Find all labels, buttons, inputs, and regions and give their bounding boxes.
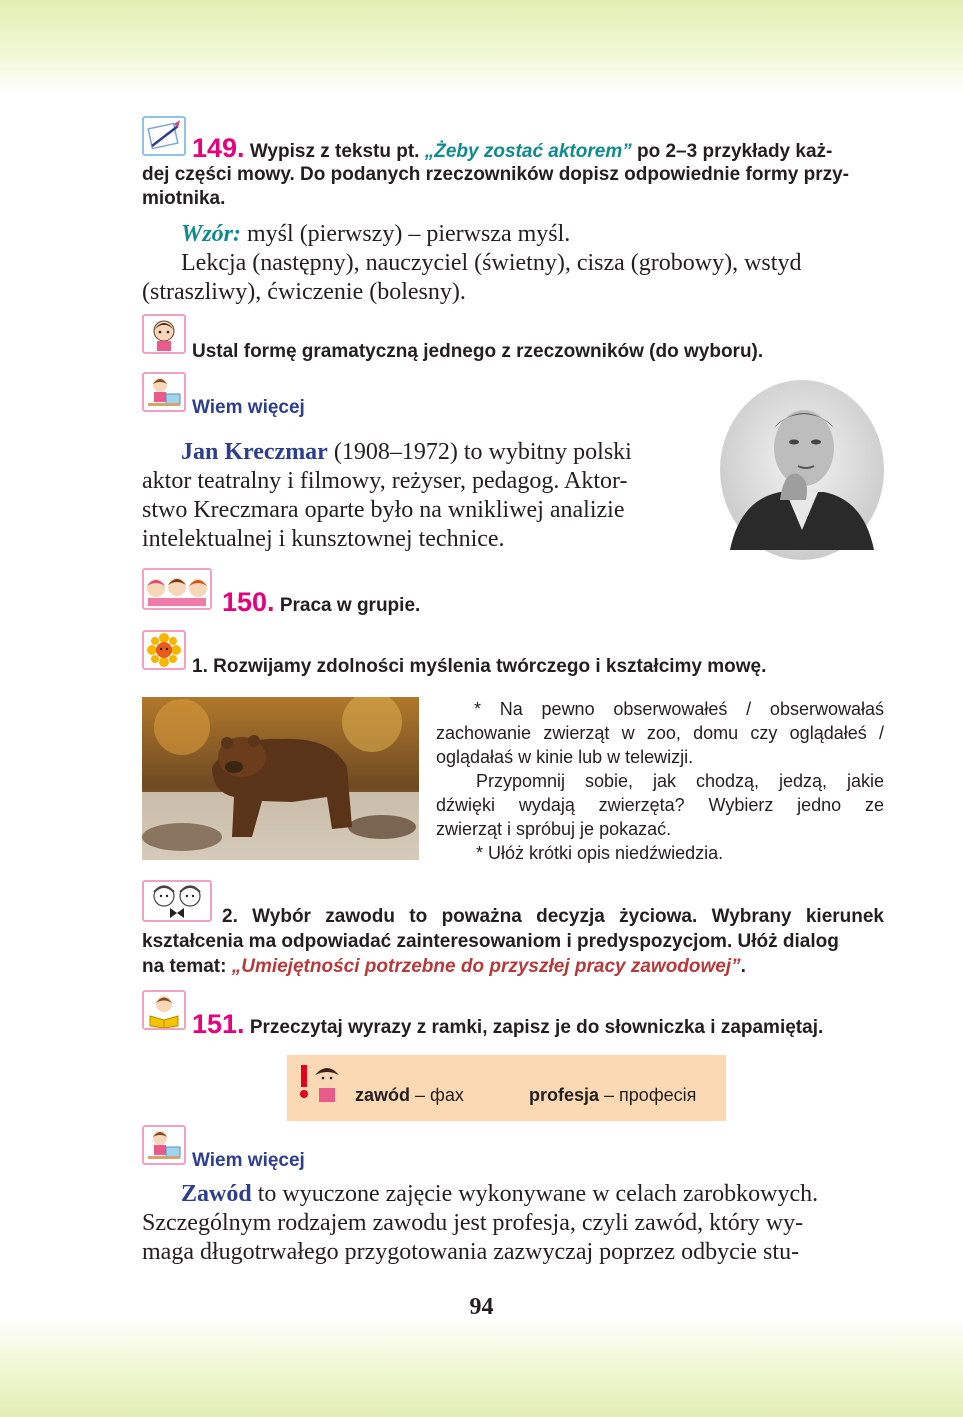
vocab-term: zawód — [355, 1085, 411, 1105]
zawod-line-2: Szczególnym rodzajem zawodu jest profesja, czyli zawód, który wy- — [142, 1210, 804, 1236]
instruction-text: Przeczytaj wyrazy z ramki, zapisz je do słowniczka i zapamiętaj. — [249, 1017, 824, 1038]
task-2-lead: na temat: — [142, 956, 232, 977]
words-line-1: Lekcja (następny), nauczyciel (świetny), cisza (grobowy), wstyd — [181, 250, 802, 276]
bear-line-1: * Na pewno obserwowałeś / obserwowałaś — [474, 699, 884, 719]
vocab-translation: – професія — [599, 1085, 697, 1105]
dialogue-children-icon — [142, 880, 212, 922]
task-2-line-2: kształcenia ma odpowiadać zainteresowaniom i predyspozycjom. Ułóż dialog — [142, 931, 839, 952]
zawod-line-3: maga długotrwałego przygotowania zazwyczaj poprzez odbycie stu- — [142, 1239, 800, 1265]
dialog-topic-quote: „Umiejętności potrzebne do przyszłej pracy zawodowej” — [231, 956, 741, 977]
writing-icon — [142, 116, 186, 156]
kreczmar-line-2: aktor teatralny i filmowy, reżyser, pedagog. Aktor- — [142, 468, 628, 494]
person-name: Jan Kreczmar — [181, 439, 328, 465]
girl-thinking-icon — [142, 314, 186, 354]
text-title-quote: „Żeby zostać aktorem” — [424, 141, 632, 162]
kreczmar-line-1 — [181, 438, 632, 467]
pattern-label: Wzór: — [181, 221, 242, 247]
kreczmar-line-3: stwo Kreczmara oparte było na wnikliwej analizie — [142, 497, 625, 523]
zawod-text: to wyuczone zajęcie wykonywane w celach zarobkowych. — [251, 1181, 819, 1207]
kreczmar-portrait — [720, 380, 884, 560]
kreczmar-text: (1908–1972) to wybitny polski — [327, 439, 632, 465]
defined-term: Zawód — [181, 1181, 252, 1207]
exercise-number: 151. — [192, 1009, 245, 1039]
task-1: 1. Rozwijamy zdolności myślenia twórczego i kształcimy mowę. — [192, 656, 767, 677]
task-2-end: . — [740, 956, 746, 977]
girl-reading-icon — [142, 372, 186, 412]
vocab-term: profesja — [529, 1085, 600, 1105]
vocabulary-box — [287, 1055, 726, 1121]
instruction-line-2: dej części mowy. Do podanych rzeczowników dopisz odpowiednie formy przy- — [142, 164, 849, 185]
instruction-text-rest: po 2–3 przykłady każ- — [631, 141, 833, 162]
group-work-label: Praca w grupie. — [279, 595, 421, 616]
bear-line-3: oglądałaś w kinie lub w telewizji. — [436, 747, 694, 767]
attention-girl-icon — [299, 1061, 343, 1103]
exercise-number: 150. — [222, 587, 275, 617]
grammar-task: Ustal formę gramatyczną jednego z rzeczowników (do wyboru). — [192, 341, 764, 362]
bear-instructions — [436, 697, 884, 865]
group-children-icon — [142, 568, 212, 610]
kreczmar-line-4: intelektualnej i kunsztownej technice. — [142, 526, 505, 552]
bear-line-6: zwierząt i spróbuj je pokazać. — [436, 819, 672, 839]
bear-line-2: zachowanie zwierząt w zoo, domu czy oglądałeś / — [436, 723, 884, 743]
wiem-wiecej-heading-2: Wiem więcej — [192, 1150, 305, 1171]
sun-flower-icon — [142, 630, 186, 670]
pattern-text: myśl (pierwszy) – pierwsza myśl. — [241, 221, 571, 247]
girl-reading-icon — [142, 1125, 186, 1165]
wiem-wiecej-heading-1: Wiem więcej — [192, 397, 305, 418]
task-2-line-3 — [142, 955, 746, 979]
instruction-text: Wypisz z tekstu pt. — [249, 141, 425, 162]
pattern-line — [181, 220, 570, 249]
vocab-translation: – фах — [410, 1085, 464, 1105]
bear-line-4: Przypomnij sobie, jak chodzą, jedzą, jakie — [476, 771, 884, 791]
exercise-149-header — [192, 133, 892, 164]
vocab-item-2 — [529, 1083, 696, 1107]
bear-line-7: * Ułóż krótki opis niedźwiedzia. — [476, 843, 724, 863]
girl-with-book-icon — [142, 990, 186, 1030]
vocab-item-1 — [355, 1083, 464, 1107]
words-line-2: (straszliwy), ćwiczenie (bolesny). — [142, 279, 466, 305]
exercise-150-header — [222, 587, 421, 618]
instruction-line-3: miotnika. — [142, 188, 226, 209]
exercise-151-header — [192, 1009, 824, 1040]
exercise-number: 149. — [192, 133, 245, 163]
task-2-line-1: 2. Wybór zawodu to poważna decyzja życiowa. Wybrany kierunek — [222, 906, 884, 927]
page-number: 94 — [469, 1294, 494, 1320]
zawod-line-1 — [181, 1180, 818, 1209]
bear-line-5: dźwięki wydają zwierzęta? Wybierz jedno ze — [436, 795, 884, 815]
top-decor-band — [0, 0, 963, 95]
bear-photo — [142, 697, 419, 860]
bottom-decor-band — [0, 1317, 963, 1417]
